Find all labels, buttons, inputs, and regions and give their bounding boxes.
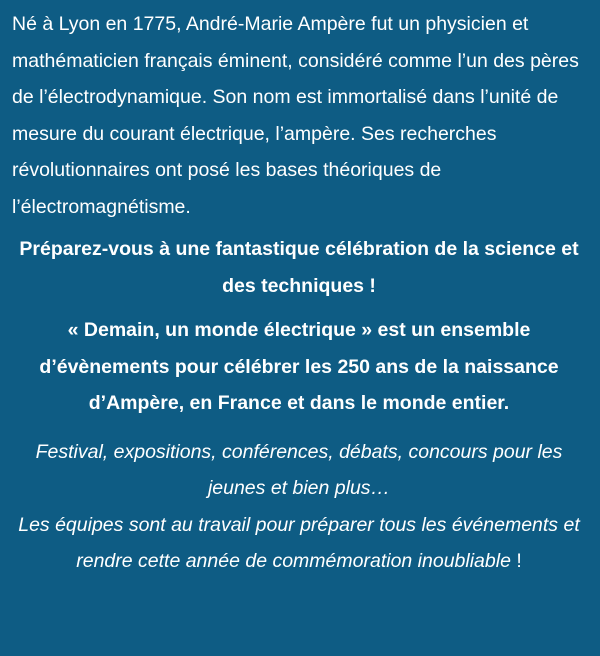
preparation-text: Les équipes sont au travail pour préparer tous les événements et rendre cette année de commémoration inoubliable	[18, 513, 580, 572]
event-description: « Demain, un monde électrique » est un ensemble d’évènements pour célébrer les 250 ans de la naissance d’Ampère, en France et dans le monde entier.	[39, 319, 559, 414]
closing-paragraph	[12, 434, 586, 580]
activities-list-text: Festival, expositions, conférences, débats, concours pour les jeunes et bien plus…	[35, 440, 563, 499]
celebration-headline: Préparez-vous à une fantastique célébration de la science et des techniques !	[19, 238, 579, 297]
intro-paragraph: Né à Lyon en 1775, André-Marie Ampère fut un physicien et mathématicien français éminent, considéré comme l’un des pères de l’électrodynamique. Son nom est immortalisé dans l’unité de mesure du courant électrique, l’ampère. Ses recherches révolutionnaires ont posé les bases théoriques de l’électromagnétisme.	[12, 13, 579, 218]
closing-exclamation: !	[510, 550, 522, 572]
